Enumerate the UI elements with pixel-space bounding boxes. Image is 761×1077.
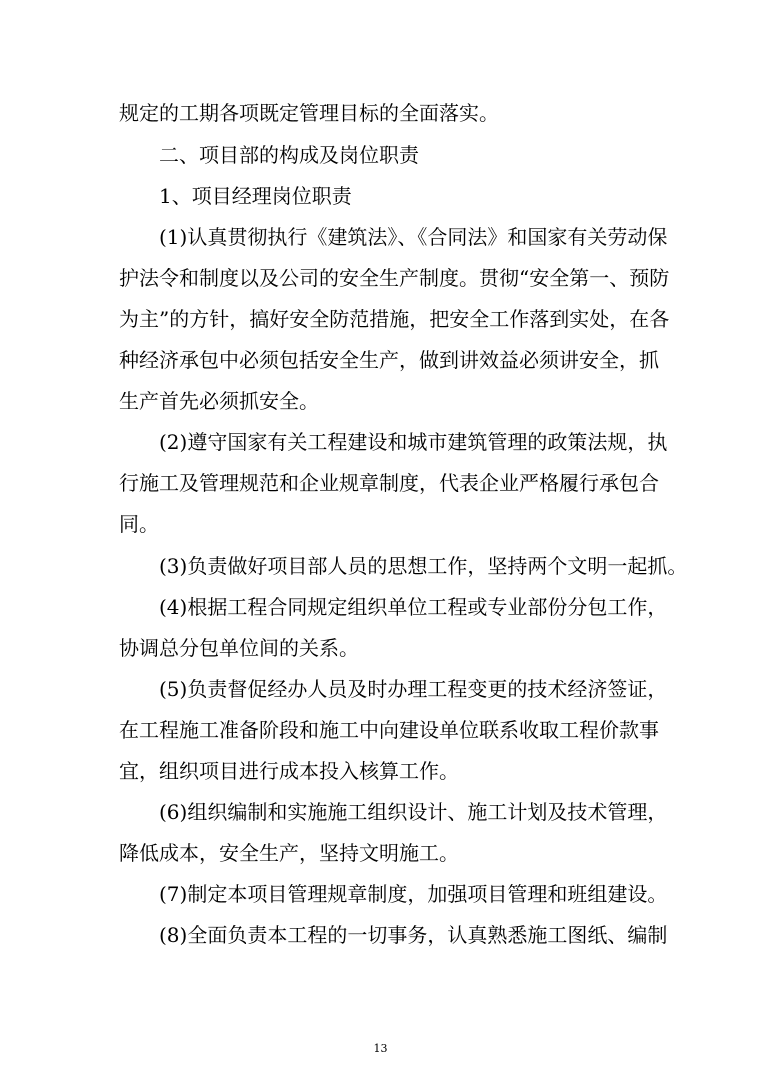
text-line: 生产首先必须抓安全。 bbox=[119, 389, 319, 413]
text-line: 在工程施工准备阶段和施工中向建设单位联系收取工程价款事 bbox=[119, 718, 659, 742]
text-line: (3)负责做好项目部人员的思想工作，坚持两个文明一起抓。 bbox=[159, 554, 688, 578]
text-line: 护法令和制度以及公司的安全生产制度。贯彻“安全第一、预防 bbox=[119, 266, 670, 290]
text-line: (6)组织编制和实施施工组织设计、施工计划及技术管理， bbox=[159, 800, 668, 824]
text-line: 为主”的方针，搞好安全防范措施，把安全工作落到实处，在各 bbox=[119, 307, 670, 331]
text-line: (2)遵守国家有关工程建设和城市建筑管理的政策法规，执 bbox=[159, 430, 668, 454]
text-line: 同。 bbox=[119, 512, 159, 536]
subsection-heading: 1、项目经理岗位职责 bbox=[159, 184, 352, 208]
text-line: 降低成本，安全生产，坚持文明施工。 bbox=[119, 841, 459, 865]
page-number: 13 bbox=[373, 1042, 388, 1055]
text-line: (8)全面负责本工程的一切事务，认真熟悉施工图纸、编制 bbox=[159, 923, 668, 947]
text-line: (4)根据工程合同规定组织单位工程或专业部份分包工作， bbox=[159, 595, 668, 619]
text-line: 种经济承包中必须包括安全生产，做到讲效益必须讲安全，抓 bbox=[119, 348, 659, 372]
text-line: 协调总分包单位间的关系。 bbox=[119, 636, 359, 660]
text-line: 宜，组织项目进行成本投入核算工作。 bbox=[119, 759, 459, 783]
text-line: 行施工及管理规范和企业规章制度，代表企业严格履行承包合 bbox=[119, 471, 659, 495]
text-line: (7)制定本项目管理规章制度，加强项目管理和班组建设。 bbox=[159, 882, 668, 906]
text-line: (1)认真贯彻执行《建筑法》、《合同法》和国家有关劳动保 bbox=[159, 225, 668, 249]
text-line: (5)负责督促经办人员及时办理工程变更的技术经济签证， bbox=[159, 677, 668, 701]
section-heading: 二、项目部的构成及岗位职责 bbox=[159, 143, 419, 167]
text-line: 规定的工期各项既定管理目标的全面落实。 bbox=[119, 101, 499, 125]
